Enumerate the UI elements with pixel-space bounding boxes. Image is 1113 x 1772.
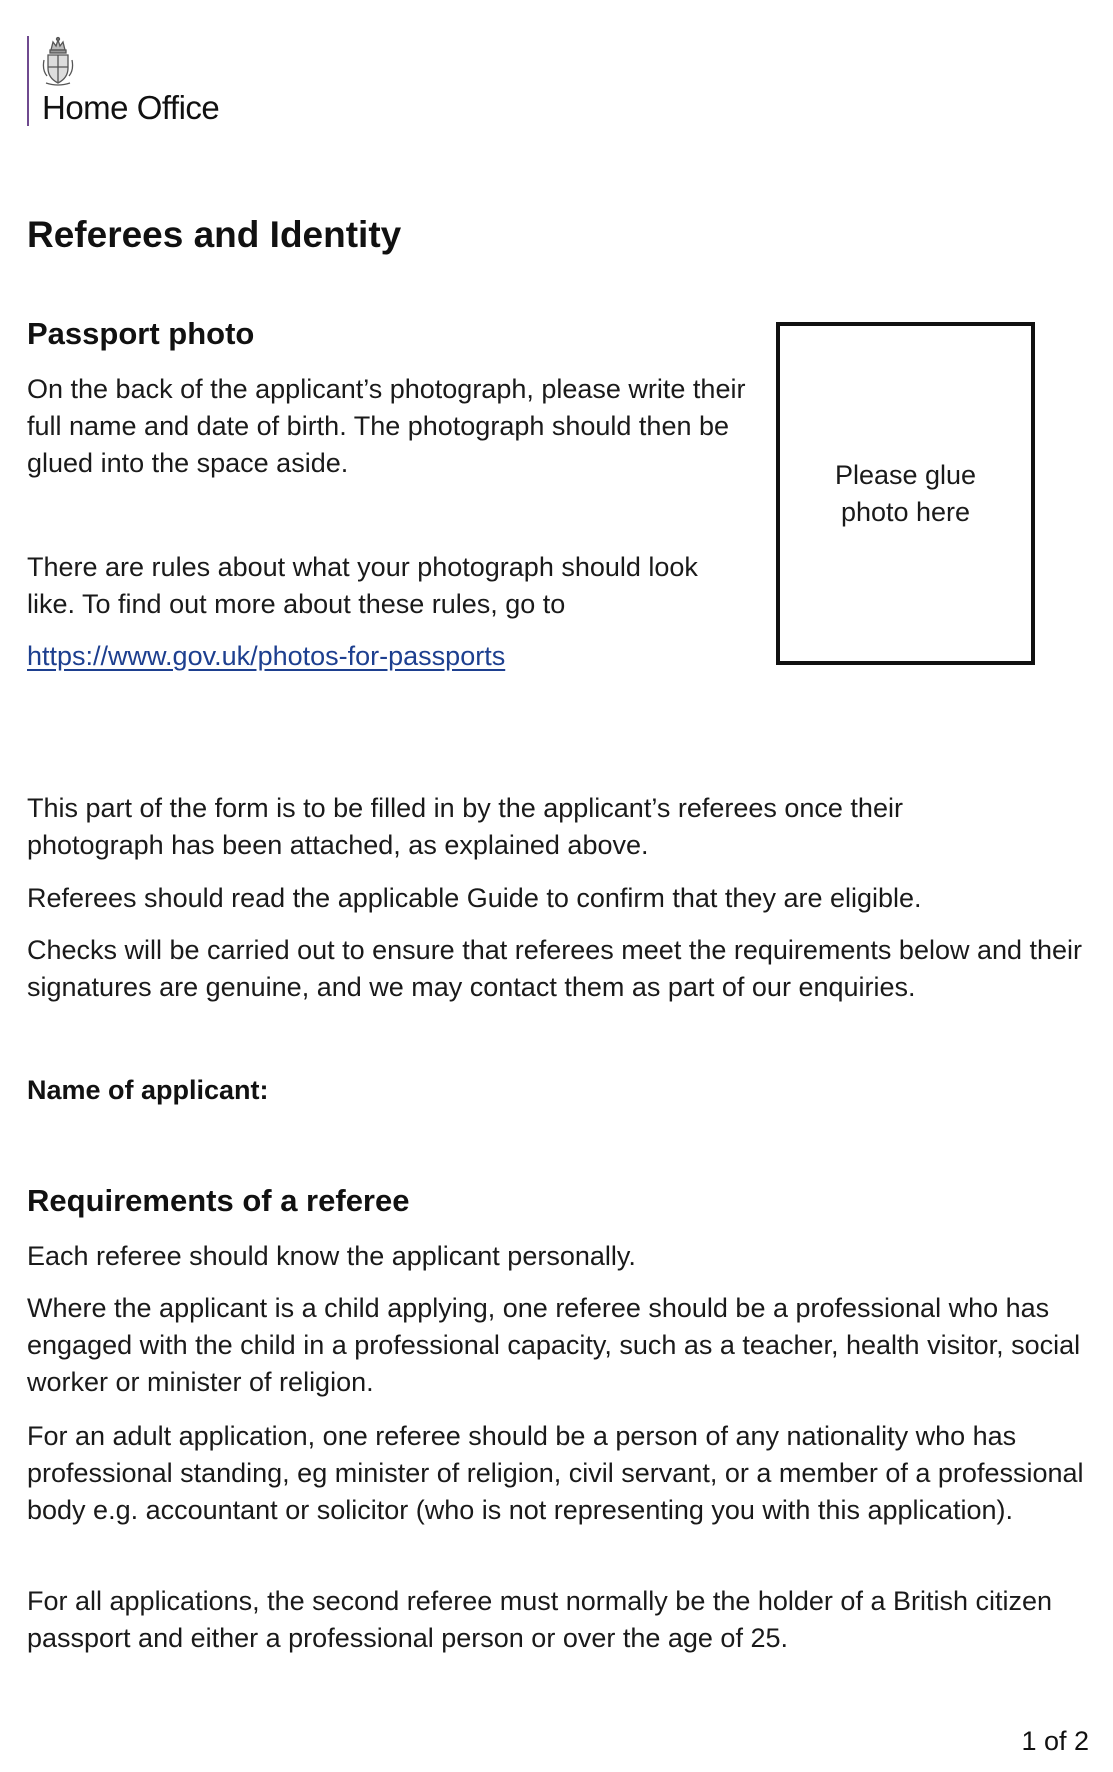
requirement-child-applicant: Where the applicant is a child applying, one referee should be a professional who has engaged with the child in a professional capacity, such as a teacher, health visitor, social worker or minister of religion.	[27, 1293, 1081, 1397]
checks-paragraph: Checks will be carried out to ensure that referees meet the requirements below and their signatures are genuine, and we may contact them as part of our enquiries.	[27, 935, 1083, 1002]
home-office-logo	[27, 36, 219, 126]
royal-coat-of-arms-icon	[42, 36, 74, 88]
passport-photo-heading: Passport photo	[27, 316, 255, 351]
photo-placeholder-label: Please glue photo here	[834, 459, 977, 527]
org-name: Home Office	[42, 89, 220, 126]
requirement-know-applicant: Each referee should know the applicant personally.	[27, 1241, 636, 1271]
requirements-heading: Requirements of a referee	[27, 1183, 410, 1218]
photos-for-passports-link[interactable]: https://www.gov.uk/photos-for-passports	[27, 641, 506, 671]
requirement-second-referee: For all applications, the second referee must normally be the holder of a British citizen passport and either a professional person or over the age of 25.	[27, 1586, 1053, 1653]
intro-paragraph: This part of the form is to be filled in by the applicant’s referees once their photograph has been attached, as explained above.	[27, 793, 903, 860]
applicant-name-label: Name of applicant:	[27, 1075, 269, 1105]
page-number: 1 of 2	[1021, 1726, 1089, 1756]
passport-photo-instructions: On the back of the applicant’s photograph, please write their full name and date of birth. The photograph should then be glued into the space aside.	[27, 374, 746, 478]
referee-guide-paragraph: Referees should read the applicable Guide to confirm that they are eligible.	[27, 883, 922, 913]
requirement-adult-applicant: For an adult application, one referee should be a person of any nationality who has professional standing, eg minister of religion, civil servant, or a member of a professional body e.g. accountant or solicitor (who is not representing you with this application).	[27, 1421, 1084, 1525]
photo-placeholder-box	[776, 322, 1035, 665]
photo-rules-text: There are rules about what your photograph should look like. To find out more about these rules, go to	[27, 552, 698, 619]
page-title: Referees and Identity	[27, 214, 402, 255]
